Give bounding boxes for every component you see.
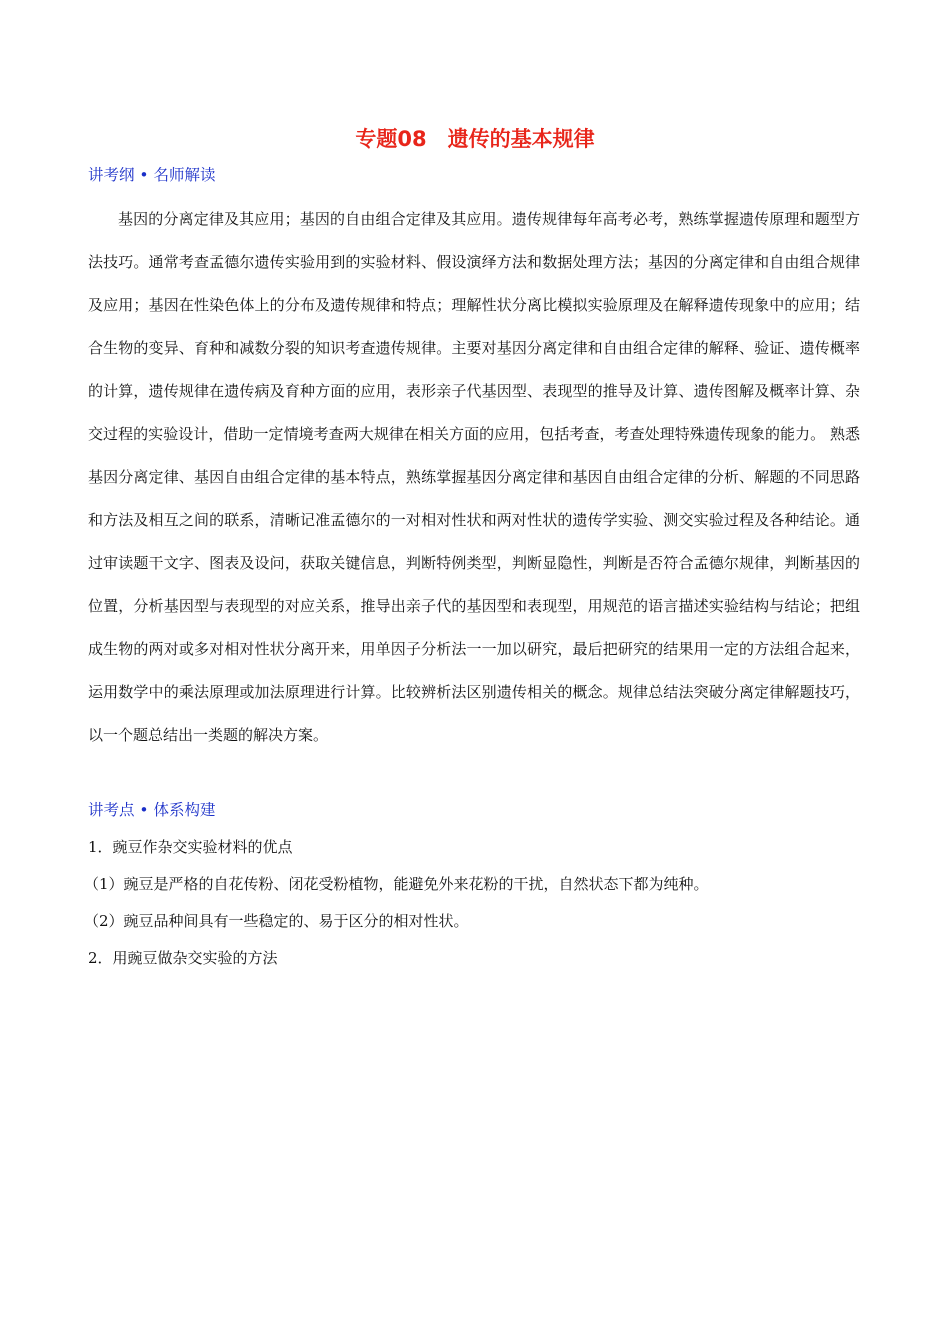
section-heading-syllabus: 讲考纲 • 名师解读 (88, 166, 216, 184)
list-item: 2．用豌豆做杂交实验的方法 (88, 949, 278, 967)
document-title: 专题08 遗传的基本规律 (355, 127, 595, 151)
list-item: 1．豌豆作杂交实验材料的优点 (88, 838, 293, 856)
list-item: （2）豌豆品种间具有一些稳定的、易于区分的相对性状。 (84, 912, 469, 930)
section-heading-key-points: 讲考点 • 体系构建 (88, 801, 216, 819)
syllabus-paragraph: 基因的分离定律及其应用；基因的自由组合定律及其应用。遗传规律每年高考必考，熟练掌握遗传原理和题型方法技巧。通常考查孟德尔遗传实验用到的实验材料、假设演绎方法和数据处理方法；基因的分离定律和自由组合规律及应用；基因在性染色体上的分布及遗传规律和特点；理解性状分离比模拟实验原理及在解释遗传现象中的应用；结合生物的变异、育种和减数分裂的知识考查遗传规律。主要对基因分离定律和自由组合定律的解释、验证、遗传概率的计算，遗传规律在遗传病及育种方面的应用，表形亲子代基因型、表现型的推导及计算、遗传图解及概率计算、杂交过程的实验设计，借助一定情境考查两大规律在相关方面的应用，包括考查，考查处理特殊遗传现象的能力。 熟悉基因分离定律、基因自由组合定律的基本特点，熟练掌握基因分离定律和基因自由组合定律的分析、解题的不同思路和方法及相互之间的联系，清晰记准孟德尔的一对相对性状和两对性状的遗传学实验、测交实验过程及各种结论。通过审读题干文字、图表及设问，获取关键信息，判断特例类型，判断显隐性，判断是否符合孟德尔规律，判断基因的位置，分析基因型与表现型的对应关系，推导出亲子代的基因型和表现型，用规范的语言描述实验结构与结论；把组成生物的两对或多对相对性状分离开来，用单因子分析法一一加以研究，最后把研究的结果用一定的方法组合起来，运用数学中的乘法原理或加法原理进行计算。比较辨析法区别遗传相关的概念。规律总结法突破分离定律解题技巧，以一个题总结出一类题的解决方案。 (88, 210, 860, 744)
list-item: （1）豌豆是严格的自花传粉、闭花受粉植物，能避免外来花粉的干扰，自然状态下都为纯种。 (84, 875, 709, 893)
